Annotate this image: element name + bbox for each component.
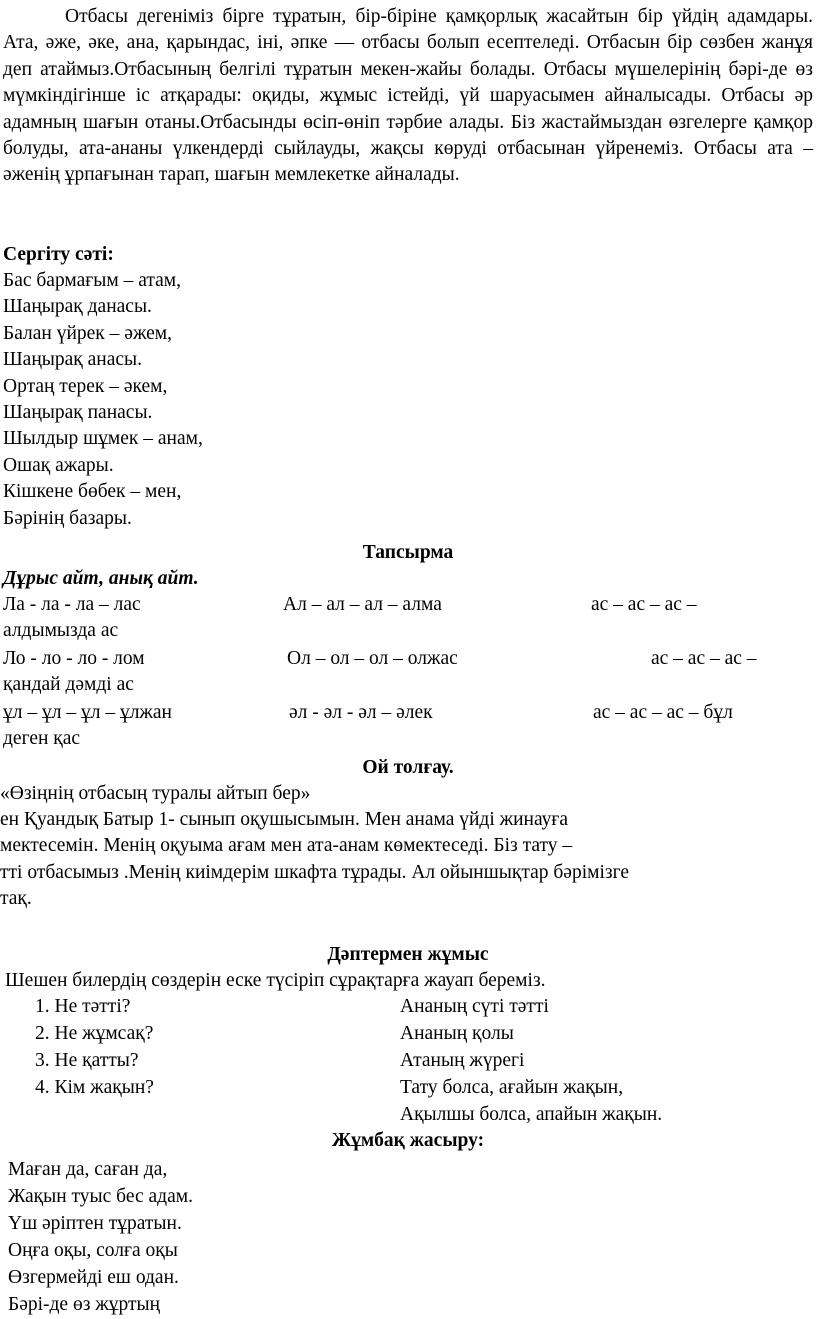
drill-col-2: Ол – ол – ол – олжас	[287, 648, 458, 669]
drill-col-1: Ла - ла - ла – лас	[3, 594, 141, 615]
jumbaq-riddle	[8, 1157, 193, 1319]
question: 3. Не қатты?	[35, 1050, 139, 1071]
drill-col-2: әл - әл - әл – әлек	[289, 702, 433, 723]
jumbaq-heading: Жұмбақ жасыру:	[331, 1130, 485, 1151]
qa-row	[0, 1102, 816, 1128]
drill-row	[3, 592, 815, 645]
riddle-line: Жақын туыс бес адам.	[8, 1186, 193, 1207]
drill-wrap: деген қас	[3, 728, 81, 749]
poem-line: Кішкене бөбек – мен,	[3, 481, 182, 503]
question: 1. Не тәтті?	[35, 996, 131, 1017]
drill-col-3: ас – ас – ас –	[651, 648, 757, 669]
question: 2. Не жұмсақ?	[35, 1023, 154, 1044]
answer: Тату болса, ағайын жақын,	[400, 1077, 624, 1098]
drill-col-1: Ло - ло - ло - лом	[3, 648, 145, 669]
story-line: ен Қуандық Батыр 1- сынып оқушысымын. Мен анама үйді жинауға	[0, 809, 569, 830]
drill-wrap: алдымызда ас	[3, 620, 119, 641]
answer: Ақылшы болса, апайын жақын.	[400, 1104, 663, 1125]
oi-tolgau-heading: Ой толғау.	[362, 757, 454, 778]
tapsyrma-heading: Тапсырма	[362, 542, 454, 563]
poem-line: Шаңырақ данасы.	[3, 296, 152, 318]
poem-line: Шылдыр шұмек – анам,	[3, 428, 203, 450]
poem-line: Шаңырақ панасы.	[3, 402, 153, 424]
drill-wrap: қандай дәмді ас	[3, 674, 134, 695]
answer: Ананың қолы	[400, 1023, 514, 1044]
sergitu-heading: Сергіту сәті:	[3, 244, 114, 265]
intro-paragraph: Отбасы дегеніміз бірге тұратын, бір-біріне қамқорлық жасайтын бір үйдің адамдары. Ата, әже, әке, ана, қарындас, іні, әпке — отбасы болып есептеледі. Отбасын бір сөзбен жанұя деп атаймыз.Отбасының белгілі тұратын мекен-жайы болады. Отбасы мүшелерінің бәрі-де өз мүмкіндігінше іс атқарады: оқиды, жұмыс істейді, үй шаруасымен айналысады. Отбасы әр адамның шағын отаны.Отбасынды өсіп-өніп тәрбие алады. Біз жастаймыздан өзгелерге қамқор болуды, ата-ананы үлкендерді сыйлауды, жақсы көруді отбасынан үйренеміз. Отбасы ата – әженің ұрпағынан тарап, шағын мемлекетке айналады.	[3, 6, 813, 186]
poem-line: Ошақ ажары.	[3, 454, 114, 476]
story-line: тті отбасымыз .Менің киімдерім шкафта тұрады. Ал ойыншықтар бәрімізге	[0, 861, 629, 883]
poem-line: Балан үйрек – әжем,	[3, 322, 173, 344]
poem-line: Бәрінің базары.	[3, 507, 132, 529]
riddle-line: Оңға оқы, солға оқы	[8, 1240, 178, 1261]
poem-line: Бас бармағым – атам,	[3, 270, 181, 291]
riddle-line: Бәрі-де өз жұртың	[8, 1294, 161, 1315]
riddle-line: Үш әріптен тұратын.	[8, 1213, 182, 1234]
drill-row	[3, 646, 815, 699]
intro-section	[3, 4, 813, 189]
story-line: тақ.	[0, 888, 32, 910]
qa-row	[0, 994, 816, 1020]
tapsyrma-subheading: Дұрыс айт, анық айт.	[3, 568, 199, 589]
sergitu-poem	[3, 268, 203, 532]
qa-row	[0, 1021, 816, 1047]
depter-heading: Дәптермен жұмыс	[327, 944, 489, 965]
riddle-line: Өзгермейді еш одан.	[8, 1267, 179, 1288]
poem-line: Ортаң терек – әкем,	[3, 375, 168, 397]
drill-row	[3, 700, 815, 753]
riddle-line: Маған да, саған да,	[8, 1159, 168, 1180]
oi-tolgau-story	[0, 807, 812, 913]
oi-tolgau-prompt: «Өзіңнің отбасың туралы айтып бер»	[0, 783, 311, 804]
poem-line: Шаңырақ анасы.	[3, 349, 142, 371]
depter-instruction: Шешен билердің сөздерін еске түсіріп сұрақтарға жауап береміз.	[5, 970, 546, 991]
drill-col-2: Ал – ал – ал – алма	[283, 594, 442, 615]
drill-col-3: ас – ас – ас – бұл	[593, 702, 733, 723]
qa-row	[0, 1048, 816, 1074]
question: 4. Кім жақын?	[35, 1077, 154, 1098]
drill-col-3: ас – ас – ас –	[591, 594, 697, 615]
answer: Ананың сүті тәтті	[400, 996, 549, 1017]
answer: Атаның жүрегі	[400, 1050, 525, 1071]
drill-col-1: ұл – ұл – ұл – ұлжан	[3, 702, 172, 723]
story-line: мектесемін. Менің оқуыма ағам мен ата-анам көмектеседі. Біз тату –	[0, 835, 573, 857]
qa-row	[0, 1075, 816, 1101]
